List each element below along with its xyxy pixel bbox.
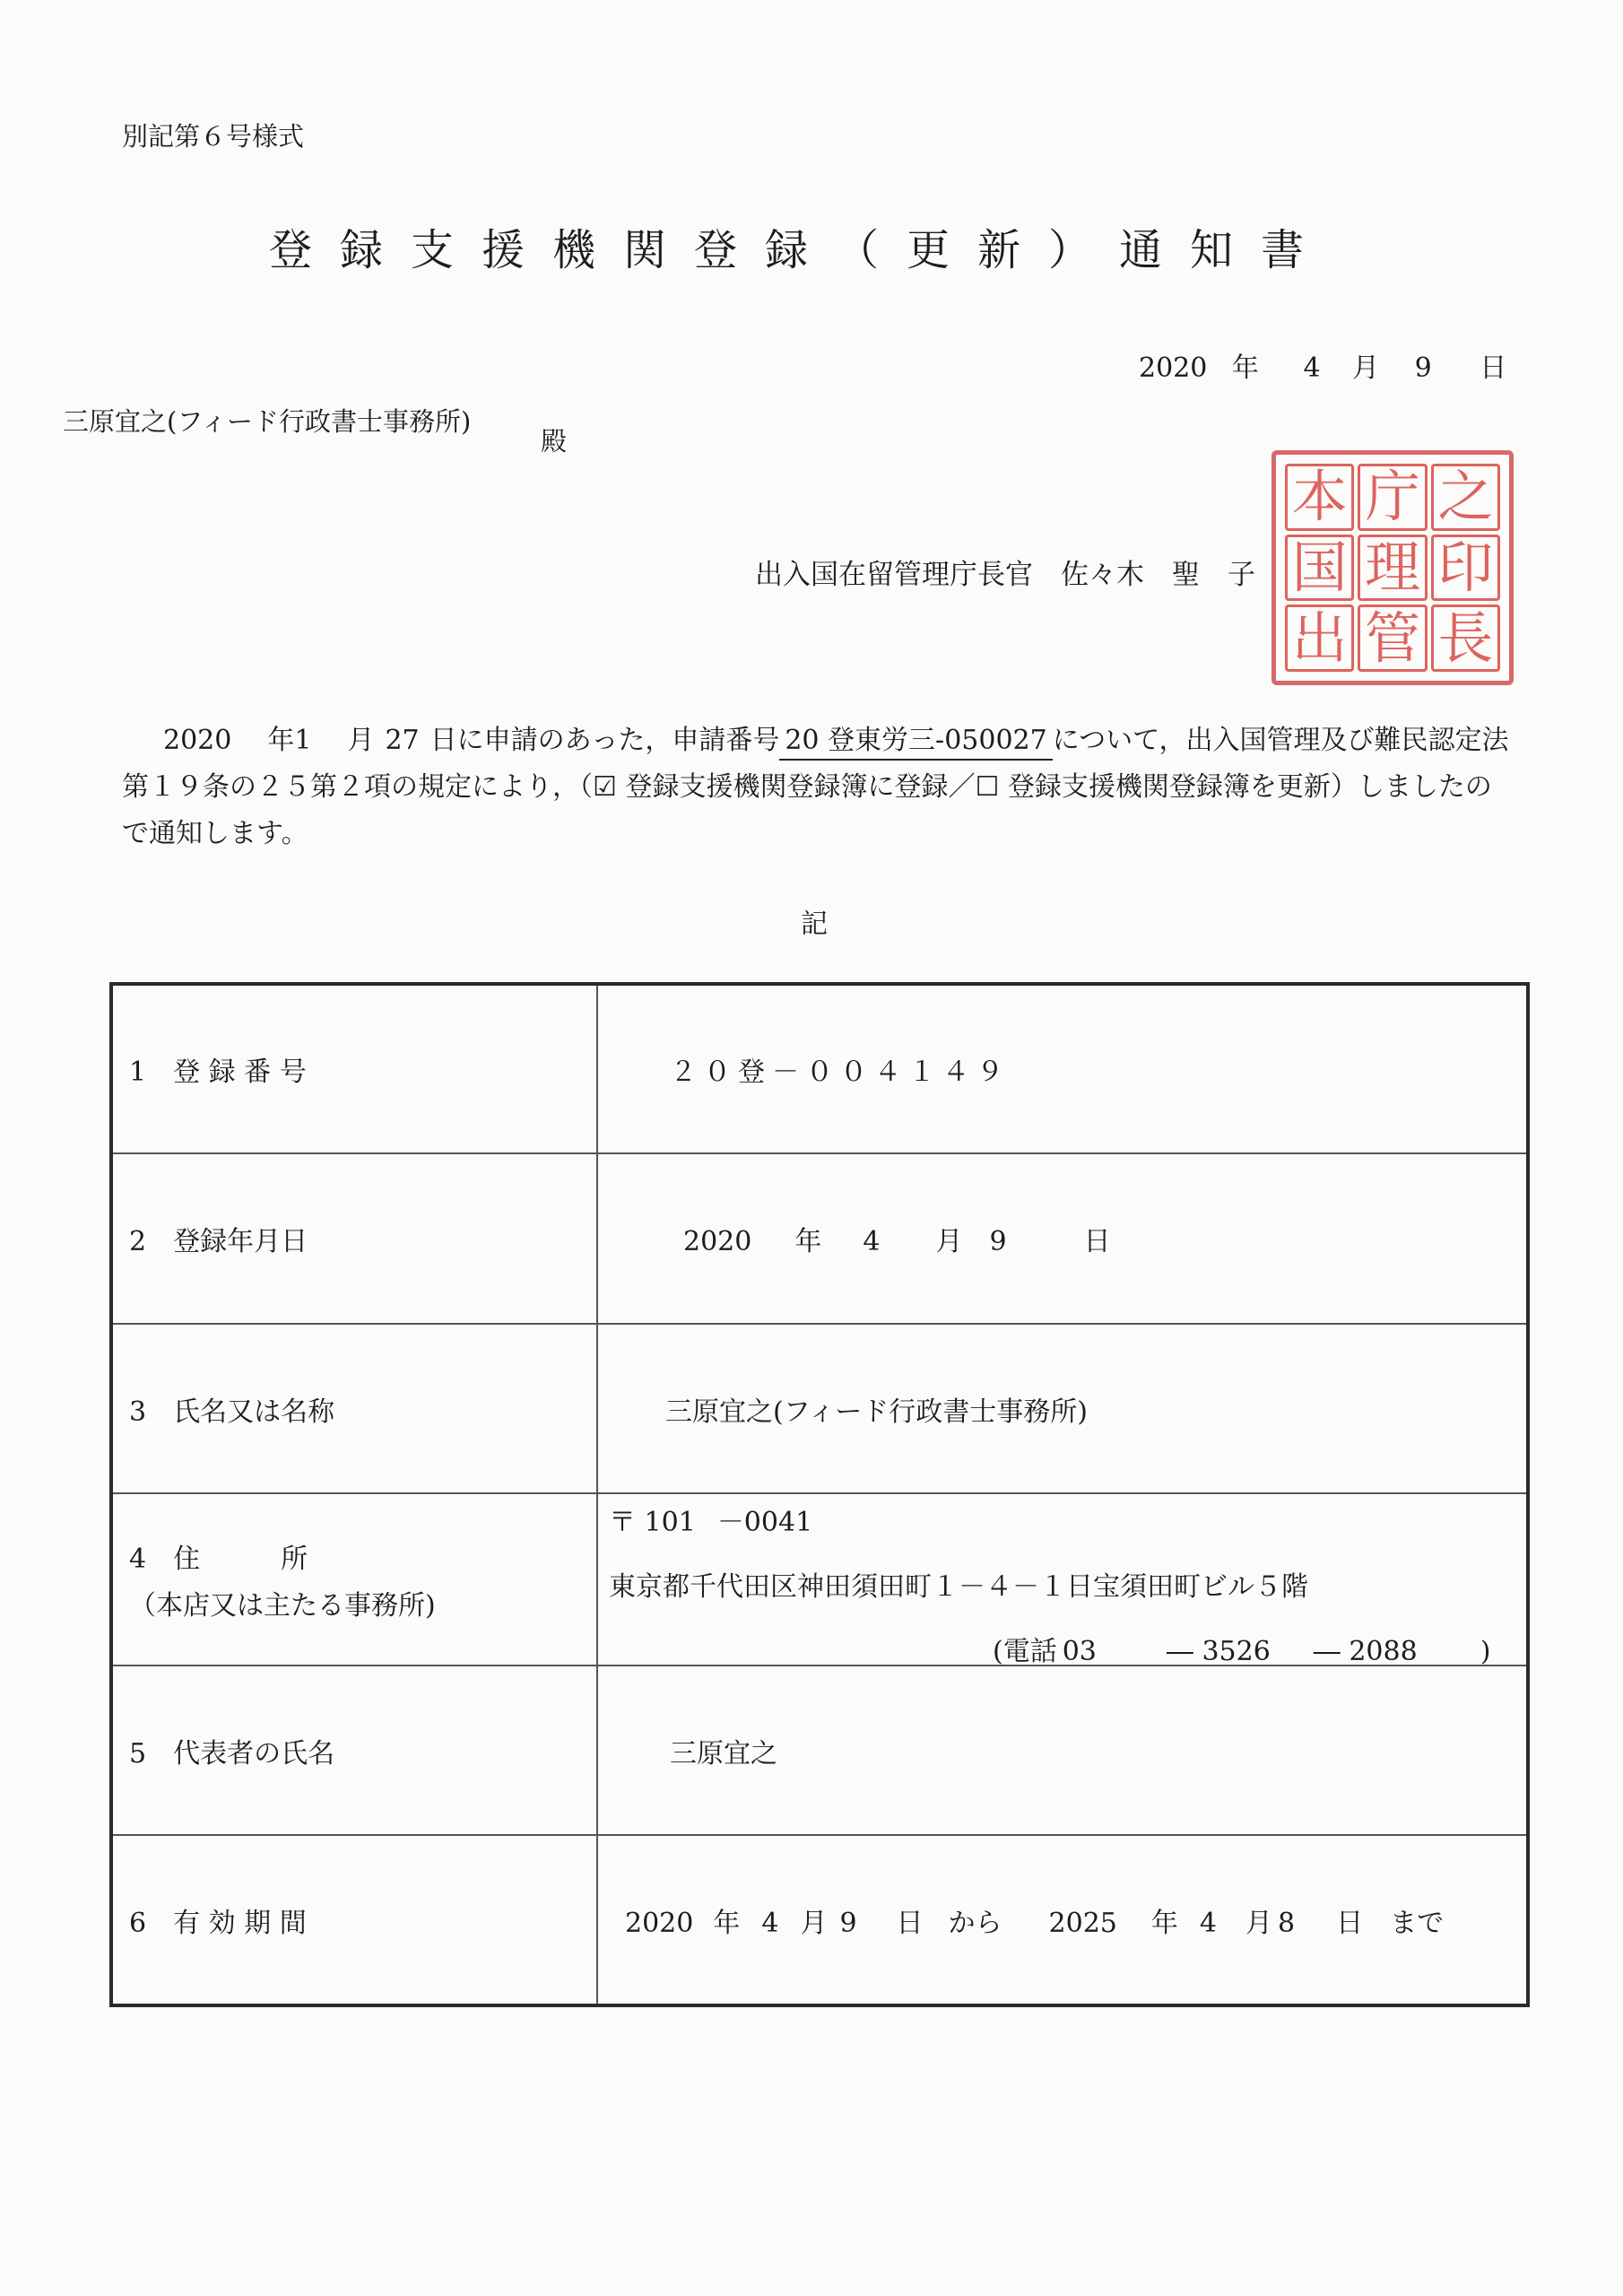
- option-renew: 登録支援機関登録簿を更新）しましたので通知します。: [122, 771, 1492, 849]
- seal-char: 理: [1358, 535, 1427, 602]
- table-row: [111, 1665, 1528, 1835]
- body-month: 1: [294, 725, 312, 756]
- form-number: 別記第６号様式: [122, 121, 305, 152]
- address-label: 4 住 所 （本店又は主たる事務所): [111, 1493, 597, 1665]
- issue-month-unit: 月: [1352, 352, 1380, 384]
- unchecked-box-icon: ☐: [975, 771, 1000, 803]
- address-value: [597, 1493, 1528, 1668]
- issue-year: 2020: [1139, 352, 1208, 384]
- validity-period-label: 6 有 効 期 間: [111, 1835, 597, 2005]
- notice-body: [122, 718, 1512, 857]
- issue-year-unit: 年: [1231, 352, 1259, 384]
- issue-month: 4: [1303, 352, 1321, 384]
- body-month-unit: 月: [347, 725, 375, 756]
- official-seal: [1271, 450, 1514, 685]
- registration-date-label: 2 登録年月日: [111, 1153, 597, 1323]
- checked-box-icon: ☑: [593, 771, 617, 803]
- body-year: 2020: [163, 725, 232, 756]
- representative-label: 5 代表者の氏名: [111, 1665, 597, 1835]
- table-row: [111, 1324, 1528, 1493]
- address-line: 東京都千代田区神田須田町１－４－１日宝須田町ビル５階: [609, 1571, 1308, 1604]
- issue-day: 9: [1414, 352, 1432, 384]
- table-row: [111, 1493, 1528, 1665]
- body-day-unit: 日に申請のあった，申請番号: [430, 725, 780, 756]
- application-number: 20 登東労三-050027: [779, 723, 1052, 761]
- body-text: について，出入国管理及び難民認定法第１９条の２５第２項の規定により，（: [122, 725, 1509, 803]
- seal-char: 庁: [1358, 464, 1427, 531]
- name-label: 3 氏名又は名称: [111, 1324, 597, 1493]
- representative-value: 三原宜之: [597, 1665, 1528, 1835]
- seal-char: 本: [1285, 464, 1354, 531]
- seal-char: 長: [1431, 604, 1500, 672]
- issue-day-unit: 日: [1480, 352, 1507, 384]
- addressee: 三原宜之(フィード行政書士事務所): [63, 406, 472, 437]
- seal-char: 管: [1358, 604, 1427, 672]
- seal-char: 出: [1285, 604, 1354, 672]
- body-day: 27: [385, 725, 420, 756]
- honorific: 殿: [541, 426, 568, 457]
- issuer-name: 出入国在留管理庁長官 佐々木 聖 子: [755, 559, 1255, 591]
- postal-code: 〒 101 －0041: [609, 1507, 813, 1539]
- table-row: [111, 984, 1528, 1153]
- ki-heading: 記: [801, 909, 828, 940]
- table-row: [111, 1835, 1528, 2005]
- issue-date: [1139, 345, 1506, 385]
- registration-number-value: ２０登－００４１４９: [597, 984, 1528, 1153]
- name-value: 三原宜之(フィード行政書士事務所): [597, 1324, 1528, 1493]
- document-title: 登録支援機関登録（更新）通知書: [269, 225, 1332, 275]
- validity-period-value: 2020 年 4 月 9 日 から 2025 年 4 月 8 日 まで: [597, 1835, 1528, 2005]
- table-row: [111, 1153, 1528, 1323]
- telephone: (電話 03 ― 3526 ― 2088 ): [993, 1636, 1491, 1668]
- seal-char: 之: [1431, 464, 1500, 531]
- registration-date-value: 2020 年 4 月 9 日: [597, 1153, 1528, 1323]
- seal-char: 国: [1285, 535, 1354, 602]
- option-register: 登録支援機関登録簿に登録／: [616, 771, 976, 803]
- registration-number-label: 1 登 録 番 号: [111, 984, 597, 1153]
- body-year-unit: 年: [267, 725, 295, 756]
- seal-char: 印: [1431, 535, 1500, 602]
- registration-record-table: [109, 982, 1530, 2007]
